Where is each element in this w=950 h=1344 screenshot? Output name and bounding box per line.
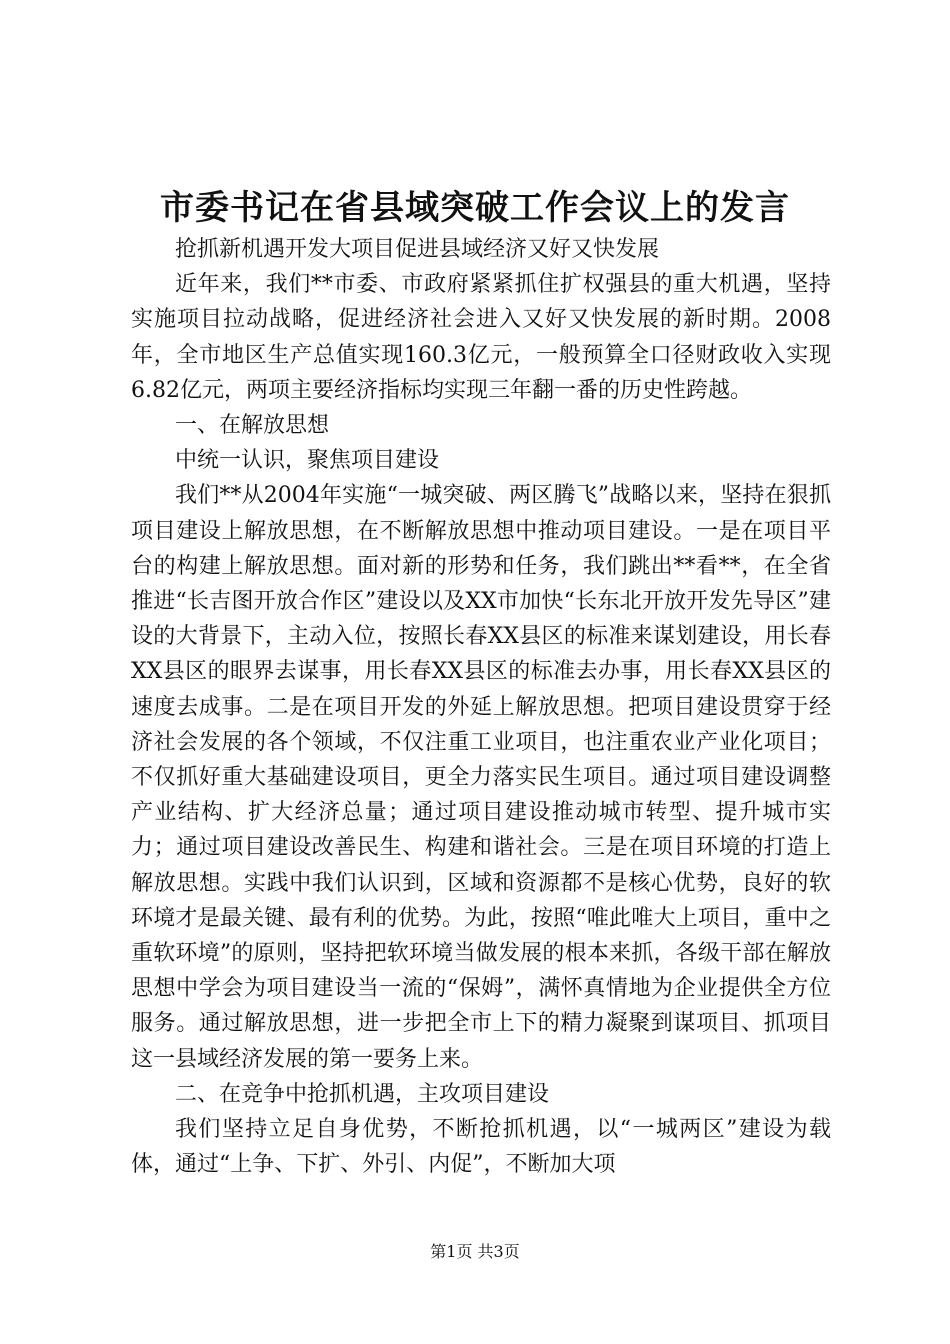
document-title: 市委书记在省县域突破工作会议上的发言 [160,188,790,228]
section-heading-continued: 中统一认识，聚焦项目建设 [175,448,440,474]
body-paragraph: 我们**从2004年实施“一城突破、两区腾飞”战略以来，坚持在狠抓项目建设上解放思想，在不断解放思想中推动项目建设。一是在项目平台的构建上解放思想。面对新的形势和任务，我们跳出**看**，在全省推进“长吉图开放合作区”建设以及XX市加快“长东北开放开发先导区”建设的大背景下，主动入位，按照长春XX县区的标准来谋划建设，用长春XX县区的眼界去谋事，用长春XX县区的标准去办事，用长春XX县区的速度去成事。二是在项目开发的外延上解放思想。把项目建设贯穿于经济社会发展的各个领域，不仅注重工业项目，也注重农业产业化项目；不仅抓好重大基础建设项目，更全力落实民生项目。通过项目建设调整产业结构、扩大经济总量；通过项目建设推动城市转型、提升城市实力；通过项目建设改善民生、构建和谐社会。三是在项目环境的打造上解放思想。实践中我们认识到，区域和资源都不是核心优势，良好的软环境才是最关键、最有利的优势。为此，按照“唯此唯大上项目，重中之重软环境”的原则，坚持把软环境当做发展的根本来抓，各级干部在解放思想中学会为项目建设当一流的“保姆”，满怀真情地为企业提供全方位服务。通过解放思想，进一步把全市上下的精力凝聚到谋项目、抓项目这一县域经济发展的第一要务上来。 [131,483,831,1072]
body-paragraph: 我们坚持立足自身优势，不断抢抓机遇，以“一城两区”建设为载体，通过“上争、下扩、外引、内促”，不断加大项 [131,1117,831,1178]
subtitle-paragraph: 抢抓新机遇开发大项目促进县域经济又好又快发展 [175,237,660,262]
section-heading: 二、在竞争中抢抓机遇，主攻项目建设 [175,1081,550,1107]
section-heading: 一、在解放思想 [175,413,330,439]
document-body [131,232,831,1182]
page-footer: 第1页 共3页 [430,1242,520,1261]
body-paragraph: 近年来，我们**市委、市政府紧紧抓住扩权强县的重大机遇，坚持实施项目拉动战略，促进经济社会进入又好又快发展的新时期。2008年，全市地区生产总值实现160.3亿元，一般预算全口径财政收入实现6.82亿元，两项主要经济指标均实现三年翻一番的历史性跨越。 [131,272,831,403]
